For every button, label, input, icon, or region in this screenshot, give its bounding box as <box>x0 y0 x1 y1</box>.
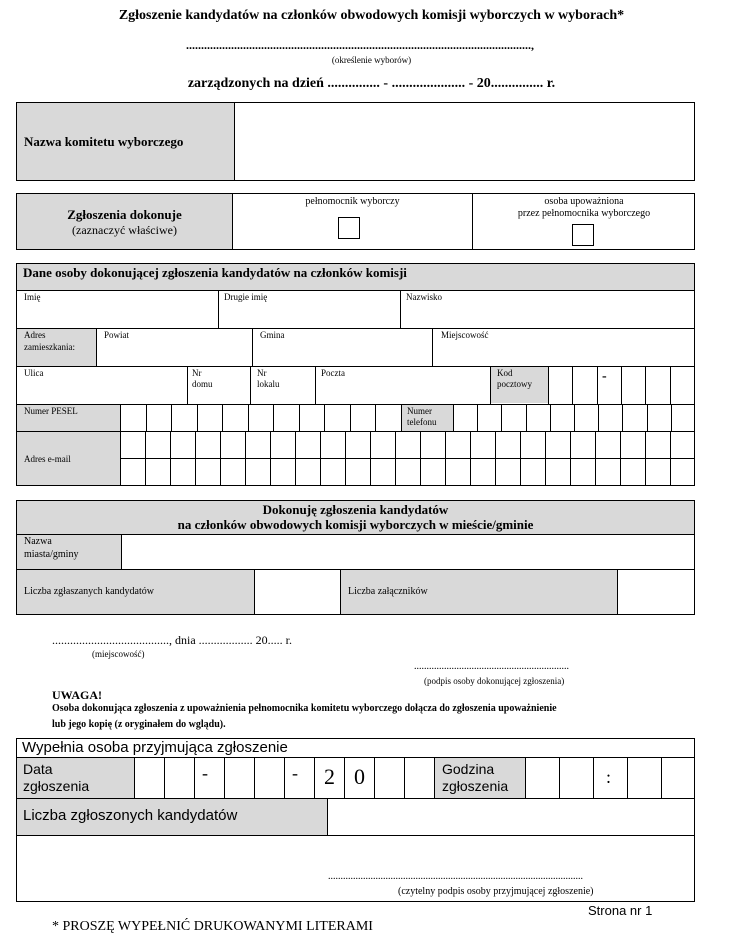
option-proxy-checkbox[interactable] <box>338 217 360 239</box>
county-label: Powiat <box>104 330 130 340</box>
second-name-label: Drugie imię <box>224 292 268 302</box>
receiver-signature-hint: (czytelny podpis osoby przyjmującej zgłoszenie) <box>398 886 594 897</box>
attachments-count-label: Liczba załączników <box>348 586 428 597</box>
option-authorized-checkbox[interactable] <box>572 224 594 246</box>
pesel-label: Numer PESEL <box>24 406 78 416</box>
first-name-label: Imię <box>24 292 41 302</box>
year-digit-2: 2 <box>324 764 335 789</box>
form-title: Zgłoszenie kandydatów na członków obwodowych komisji wyborczych w wyborach* <box>118 8 625 23</box>
received-count-label: Liczba zgłoszonych kandydatów <box>23 807 238 824</box>
time-label1: Godzina <box>442 761 495 777</box>
received-count-input[interactable] <box>328 799 694 835</box>
attachments-count-input[interactable] <box>618 570 694 614</box>
email-cells-row1[interactable] <box>120 431 695 458</box>
elections-hint: (określenie wyborów) <box>331 55 412 65</box>
surname-label: Nazwisko <box>406 292 442 302</box>
ordered-date-line[interactable]: zarządzonych na dzień ............... - ..................... - 20............... r. <box>187 76 556 91</box>
declaration-title1: Dokonuję zgłoszenia kandydatów <box>262 502 449 517</box>
footer-note: * PROSZĘ WYPEŁNIĆ DRUKOWANYMI LITERAMI <box>52 919 373 934</box>
time-label2: zgłoszenia <box>442 778 509 794</box>
person-section-title: Dane osoby dokonującej zgłoszenia kandydatów na członków komisji <box>23 265 407 280</box>
email-label: Adres e-mail <box>24 454 71 464</box>
house-no-label1: Nr <box>192 368 202 378</box>
notice-heading: UWAGA! <box>52 688 102 702</box>
address-label2: zamieszkania: <box>24 342 75 352</box>
option-proxy-label: pełnomocnik wyborczy <box>305 196 400 207</box>
postcode-label2: pocztowy <box>497 379 532 389</box>
flat-no-label1: Nr <box>257 368 267 378</box>
phone-label1: Numer <box>407 406 432 416</box>
submitter-hint: (zaznaczyć właściwe) <box>72 223 177 237</box>
option-authorized-label1: osoba upoważniona <box>544 196 624 207</box>
postcode-cells[interactable] <box>548 366 694 404</box>
receiver-title: Wypełnia osoba przyjmująca zgłoszenie <box>22 739 288 756</box>
notice-text2: lub jego kopię (z oryginałem do wglądu). <box>52 719 226 730</box>
receiver-signature-dots[interactable]: ...................................................................................................... <box>328 871 583 882</box>
post-label: Poczta <box>321 368 345 378</box>
page-number: Strona nr 1 <box>588 903 653 918</box>
address-label1: Adres <box>24 330 46 340</box>
elections-dots[interactable]: ..................................................................................................................., <box>186 39 534 52</box>
year-digit-0: 0 <box>354 764 365 789</box>
city-input[interactable] <box>122 535 694 569</box>
committee-input[interactable] <box>235 103 694 180</box>
commune-label: Gmina <box>260 330 285 340</box>
city-label1: Nazwa <box>24 536 52 547</box>
date-cells[interactable] <box>134 757 434 798</box>
notice-text1: Osoba dokonująca zgłoszenia z upoważnienia pełnomocnika komitetu wyborczego dołącza do zgłoszenia upoważnienie <box>52 703 557 714</box>
submitter-label: Zgłoszenia dokonuje <box>67 207 182 222</box>
candidates-count-input[interactable] <box>255 570 340 614</box>
date-dash2: - <box>292 763 298 783</box>
street-label: Ulica <box>24 368 44 378</box>
place-hint: (miejscowość) <box>92 649 145 659</box>
submitter-signature-hint: (podpis osoby dokonującej zgłoszenia) <box>424 676 565 686</box>
phone-cells[interactable] <box>453 404 695 431</box>
submitter-signature-dots[interactable]: .............................................................. <box>414 661 569 672</box>
flat-no-label2: lokalu <box>257 379 280 389</box>
candidates-count-label: Liczba zgłaszanych kandydatów <box>24 586 154 597</box>
house-no-label2: domu <box>192 379 213 389</box>
option-authorized-label2: przez pełnomocnika wyborczego <box>517 208 651 219</box>
postcode-dash: - <box>602 369 607 384</box>
committee-label: Nazwa komitetu wyborczego <box>24 134 184 149</box>
email-cells-row2[interactable] <box>120 458 695 486</box>
time-colon: : <box>606 767 612 787</box>
date-label2: zgłoszenia <box>23 778 90 794</box>
date-label1: Data <box>23 761 53 777</box>
pesel-cells[interactable] <box>120 404 401 431</box>
postcode-label1: Kod <box>497 368 513 378</box>
locality-label: Miejscowość <box>441 330 489 340</box>
place-date-line[interactable]: ......................................., dnia .................. 20..... r. <box>52 633 292 647</box>
phone-label2: telefonu <box>407 417 437 427</box>
declaration-title2: na członków obwodowych komisji wyborczych w mieście/gminie <box>177 517 534 532</box>
city-label2: miasta/gminy <box>24 549 79 560</box>
date-dash1: - <box>202 763 208 783</box>
